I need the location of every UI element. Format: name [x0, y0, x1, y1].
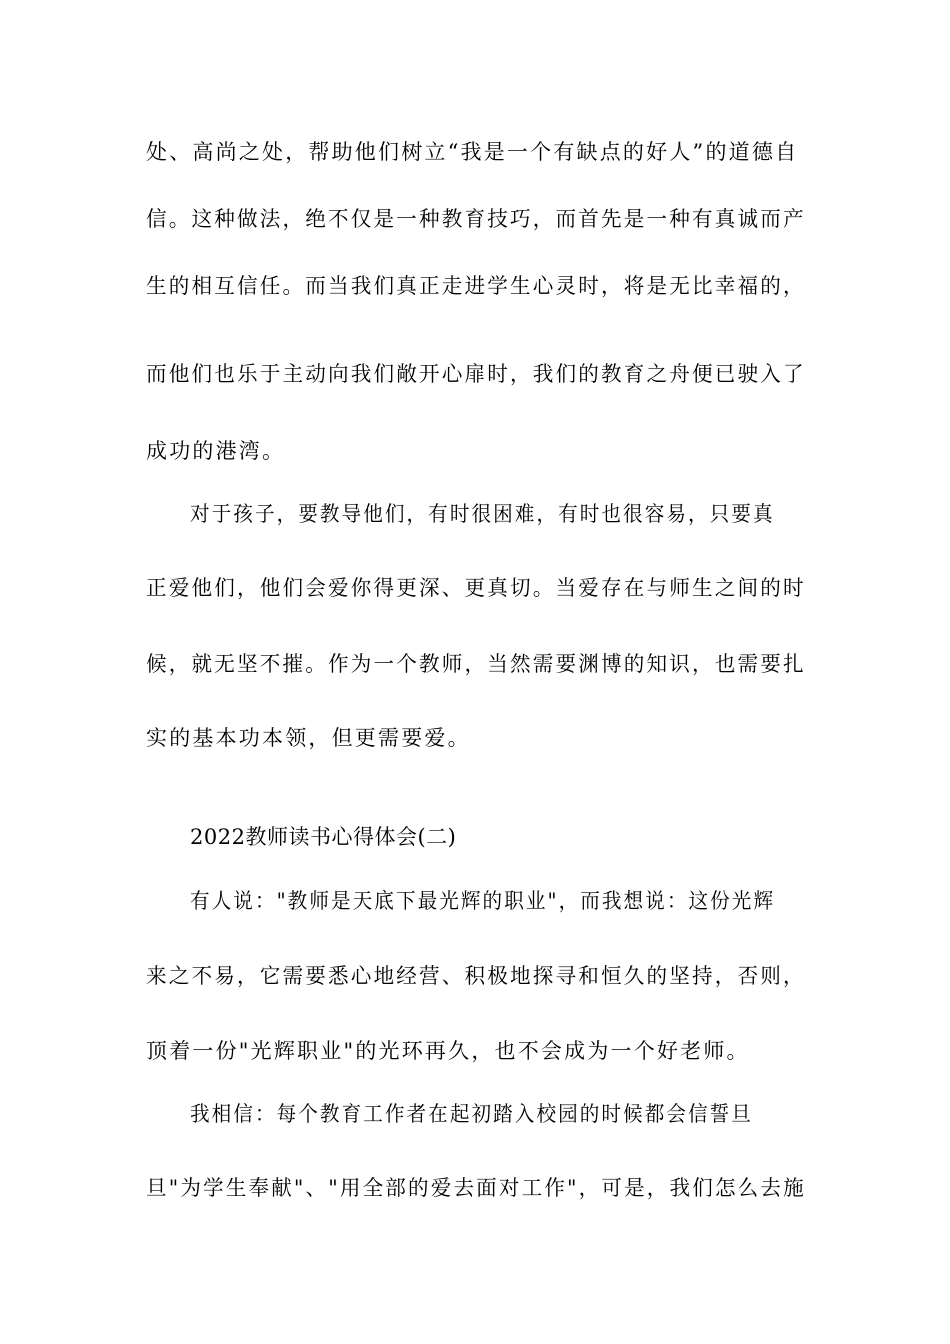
paragraph-1-line-4: 而他们也乐于主动向我们敞开心扉时，我们的教育之舟便已驶入了 [146, 362, 806, 386]
paragraph-2-line-4: 实的基本功本领，但更需要爱。 [146, 726, 471, 750]
paragraph-2-line-1: 对于孩子，要教导他们，有时很困难，有时也很容易，只要真 [190, 502, 775, 526]
paragraph-1-line-3: 生的相互信任。而当我们真正走进学生心灵时，将是无比幸福的， [146, 274, 806, 298]
paragraph-2-line-3: 候，就无坚不摧。作为一个教师，当然需要渊博的知识，也需要扎 [146, 652, 806, 676]
paragraph-3-line-2: 来之不易，它需要悉心地经营、积极地探寻和恒久的坚持，否则， [146, 964, 806, 988]
paragraph-4-line-1: 我相信：每个教育工作者在起初踏入校园的时候都会信誓旦 [190, 1102, 753, 1126]
paragraph-1-line-1: 处、高尚之处，帮助他们树立“我是一个有缺点的好人”的道德自 [146, 140, 799, 164]
paragraph-4-line-2: 旦"为学生奉献"、"用全部的爱去面对工作"，可是，我们怎么去施 [146, 1176, 806, 1200]
paragraph-1-line-5: 成功的港湾。 [146, 439, 286, 463]
paragraph-1-line-2: 信。这种做法，绝不仅是一种教育技巧，而首先是一种有真诚而产 [146, 207, 806, 231]
section-heading: 2022教师读书心得体会(二) [190, 825, 457, 849]
paragraph-2-line-2: 正爱他们，他们会爱你得更深、更真切。当爱存在与师生之间的时 [146, 576, 806, 600]
paragraph-3-line-3: 顶着一份"光辉职业"的光环再久，也不会成为一个好老师。 [146, 1039, 750, 1063]
paragraph-3-line-1: 有人说："教师是天底下最光辉的职业"，而我想说：这份光辉 [190, 889, 776, 913]
